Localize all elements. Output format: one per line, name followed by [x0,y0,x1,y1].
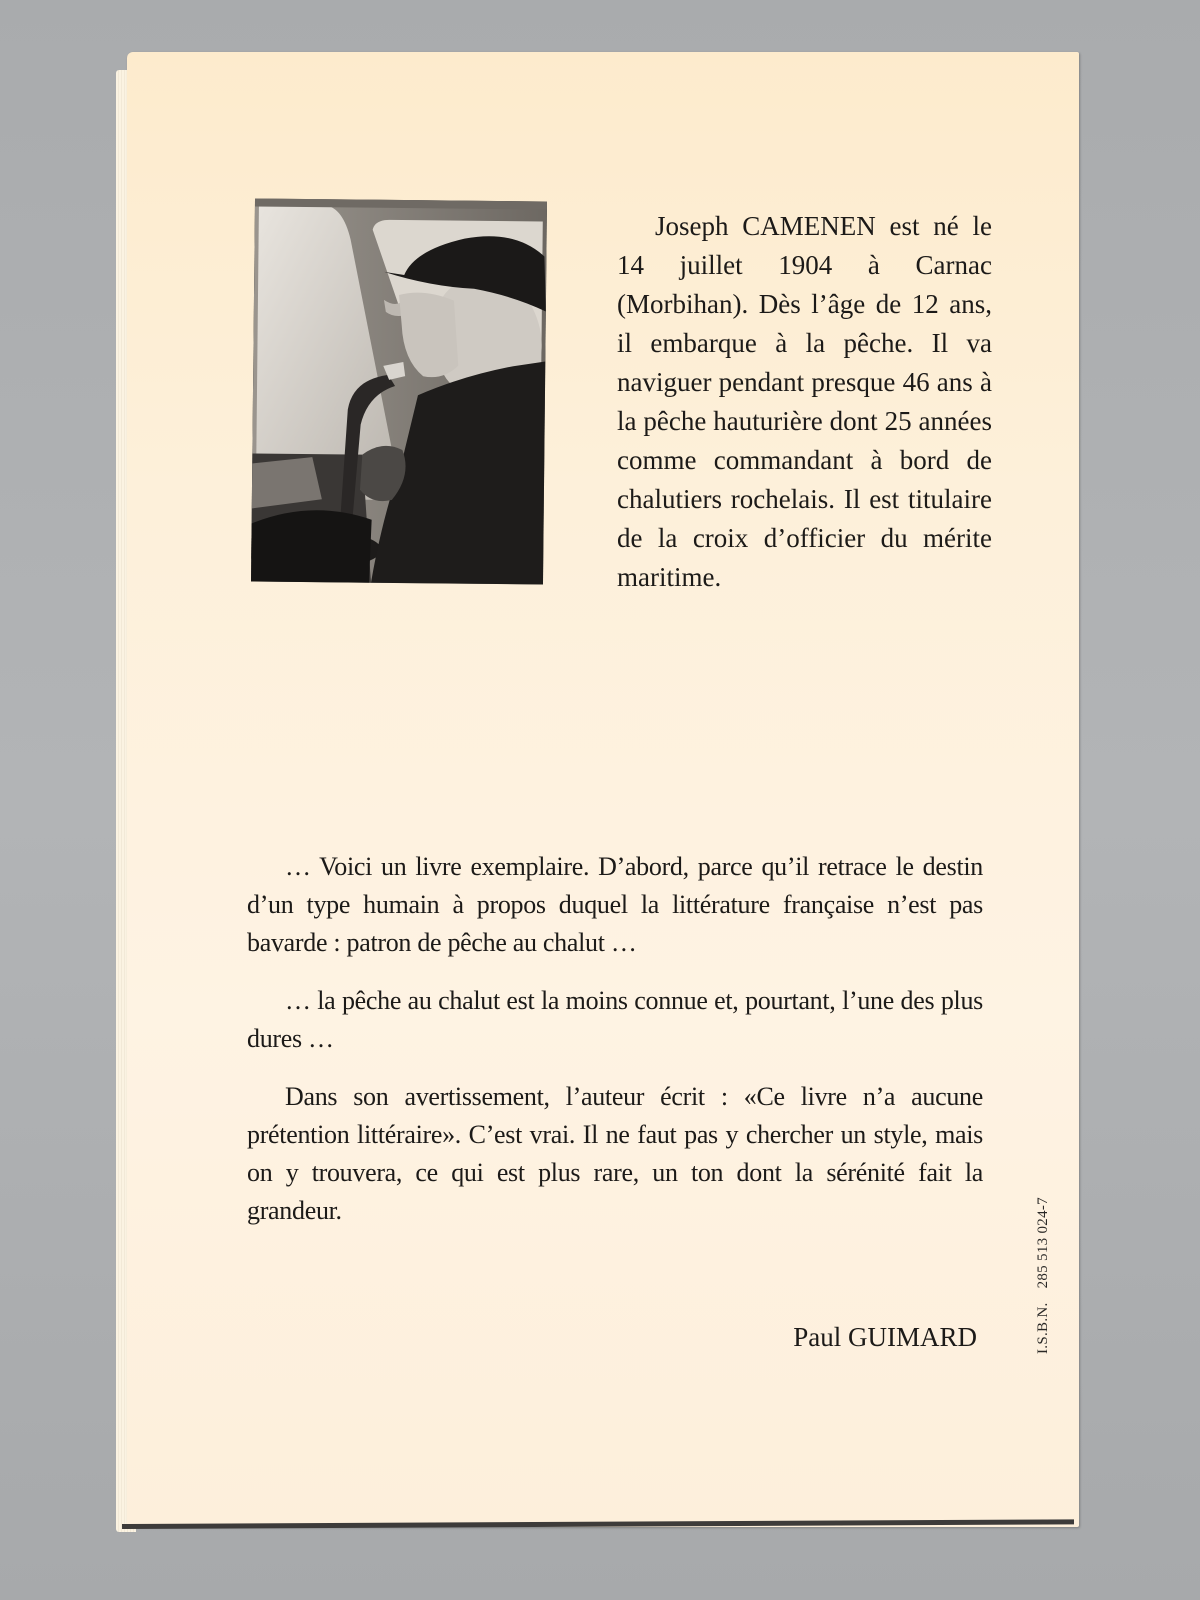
quote-author-signature: Paul GUIMARD [793,1322,977,1352]
quote-paragraph: … Voici un livre exemplaire. D’abord, parce qu’il retrace le destin d’un type humain à propos duquel la littérature française n’est pas bavarde : patron de pêche au chalut … [247,852,983,957]
quote-paragraph: … la pêche au chalut est la moins connue et, pourtant, l’une des plus dures … [247,986,983,1053]
biography-text: Joseph CAMENEN est né le 14 juillet 1904 à Carnac (Morbihan). Dès l’âge de 12 ans, il embarque à la pêche. Il va naviguer pendant presque 46 ans à la pêche hauturière dont 25 années comme commandant à bord de chalutiers rochelais. Il est titulaire de la croix d’officier du mérite maritime. [617,211,992,592]
isbn-label: I.S.B.N. [1035,1302,1051,1354]
review-quote [247,848,983,1250]
author-portrait-photo [251,198,547,584]
isbn-value: 285 513 024-7 [1035,1197,1051,1289]
isbn-number [1035,1183,1052,1354]
book-back-cover [127,52,1079,1527]
quote-paragraph: Dans son avertissement, l’auteur écrit : «Ce livre n’a aucune prétention littéraire». C’est vrai. Il ne faut pas y chercher un style, mais on y trouvera, ce qui est plus rare, un ton dont la sérénité fait la grandeur. [247,1082,983,1225]
author-biography [617,207,992,597]
portrait-illustration [251,198,547,584]
